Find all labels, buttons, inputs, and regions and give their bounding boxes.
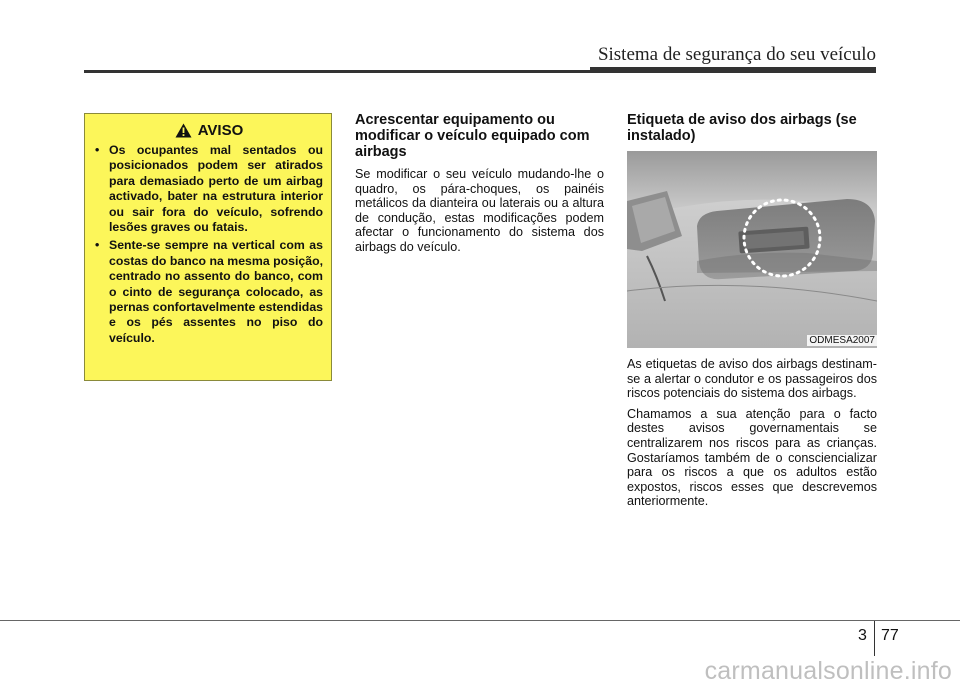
section-equipment [355, 112, 604, 261]
warning-item: • Os ocupantes mal sentados ou posicionados podem ser atirados para demasiado perto de um airbag activado, bater na estrutura interior ou sair fora do veículo, sofrendo lesões graves ou fatais. [95, 143, 323, 235]
header-rule-accent [590, 67, 876, 72]
page-number-divider [874, 621, 875, 656]
section-heading: Etiqueta de aviso dos airbags (se instalado) [627, 112, 857, 144]
warning-title: AVISO [197, 122, 244, 139]
image-code: ODMESA2007 [809, 335, 875, 346]
warning-list [95, 143, 323, 346]
chapter-number: 3 [858, 627, 867, 644]
running-header-title: Sistema de segurança do seu veículo [597, 44, 876, 65]
page-number: 77 [881, 627, 899, 644]
warning-triangle-icon [175, 123, 192, 138]
warning-header [95, 122, 323, 139]
warning-item: • Sente-se sempre na vertical com as costas do banco na mesma posição, centrado no assento do banco, com o cinto de segurança colocado, as pernas confortavelmente estendidas e os pés assentes no piso do veículo. [95, 238, 323, 345]
footer-rule [0, 620, 960, 621]
watermark-text: carmanualsonline.info [704, 657, 952, 685]
section-heading: Acrescentar equipamento ou modificar o veículo equipado com airbags [355, 112, 590, 160]
section-paragraph: Chamamos a sua atenção para o facto destes avisos governamentais se centralizarem nos riscos para as crianças. Gostaríamos também de o consciencializar para os riscos a que os adultos estão expostos, riscos esses que descrevemos anteriormente. [627, 406, 877, 509]
section-body: Se modificar o seu veículo mudando-lhe o quadro, os pára-choques, os painéis metálicos da dianteira ou laterais ou a altura de condução, estas modificações podem afectar o funcionamento do sistema dos airbags do veículo. [355, 167, 604, 254]
warning-box [84, 113, 332, 381]
section-airbag-label [627, 112, 877, 515]
section-paragraph: As etiquetas de aviso dos airbags destinam-se a alertar o condutor e os passageiros dos riscos potenciais do sistema dos airbags. [627, 357, 877, 401]
sun-visor-photo [627, 151, 877, 348]
